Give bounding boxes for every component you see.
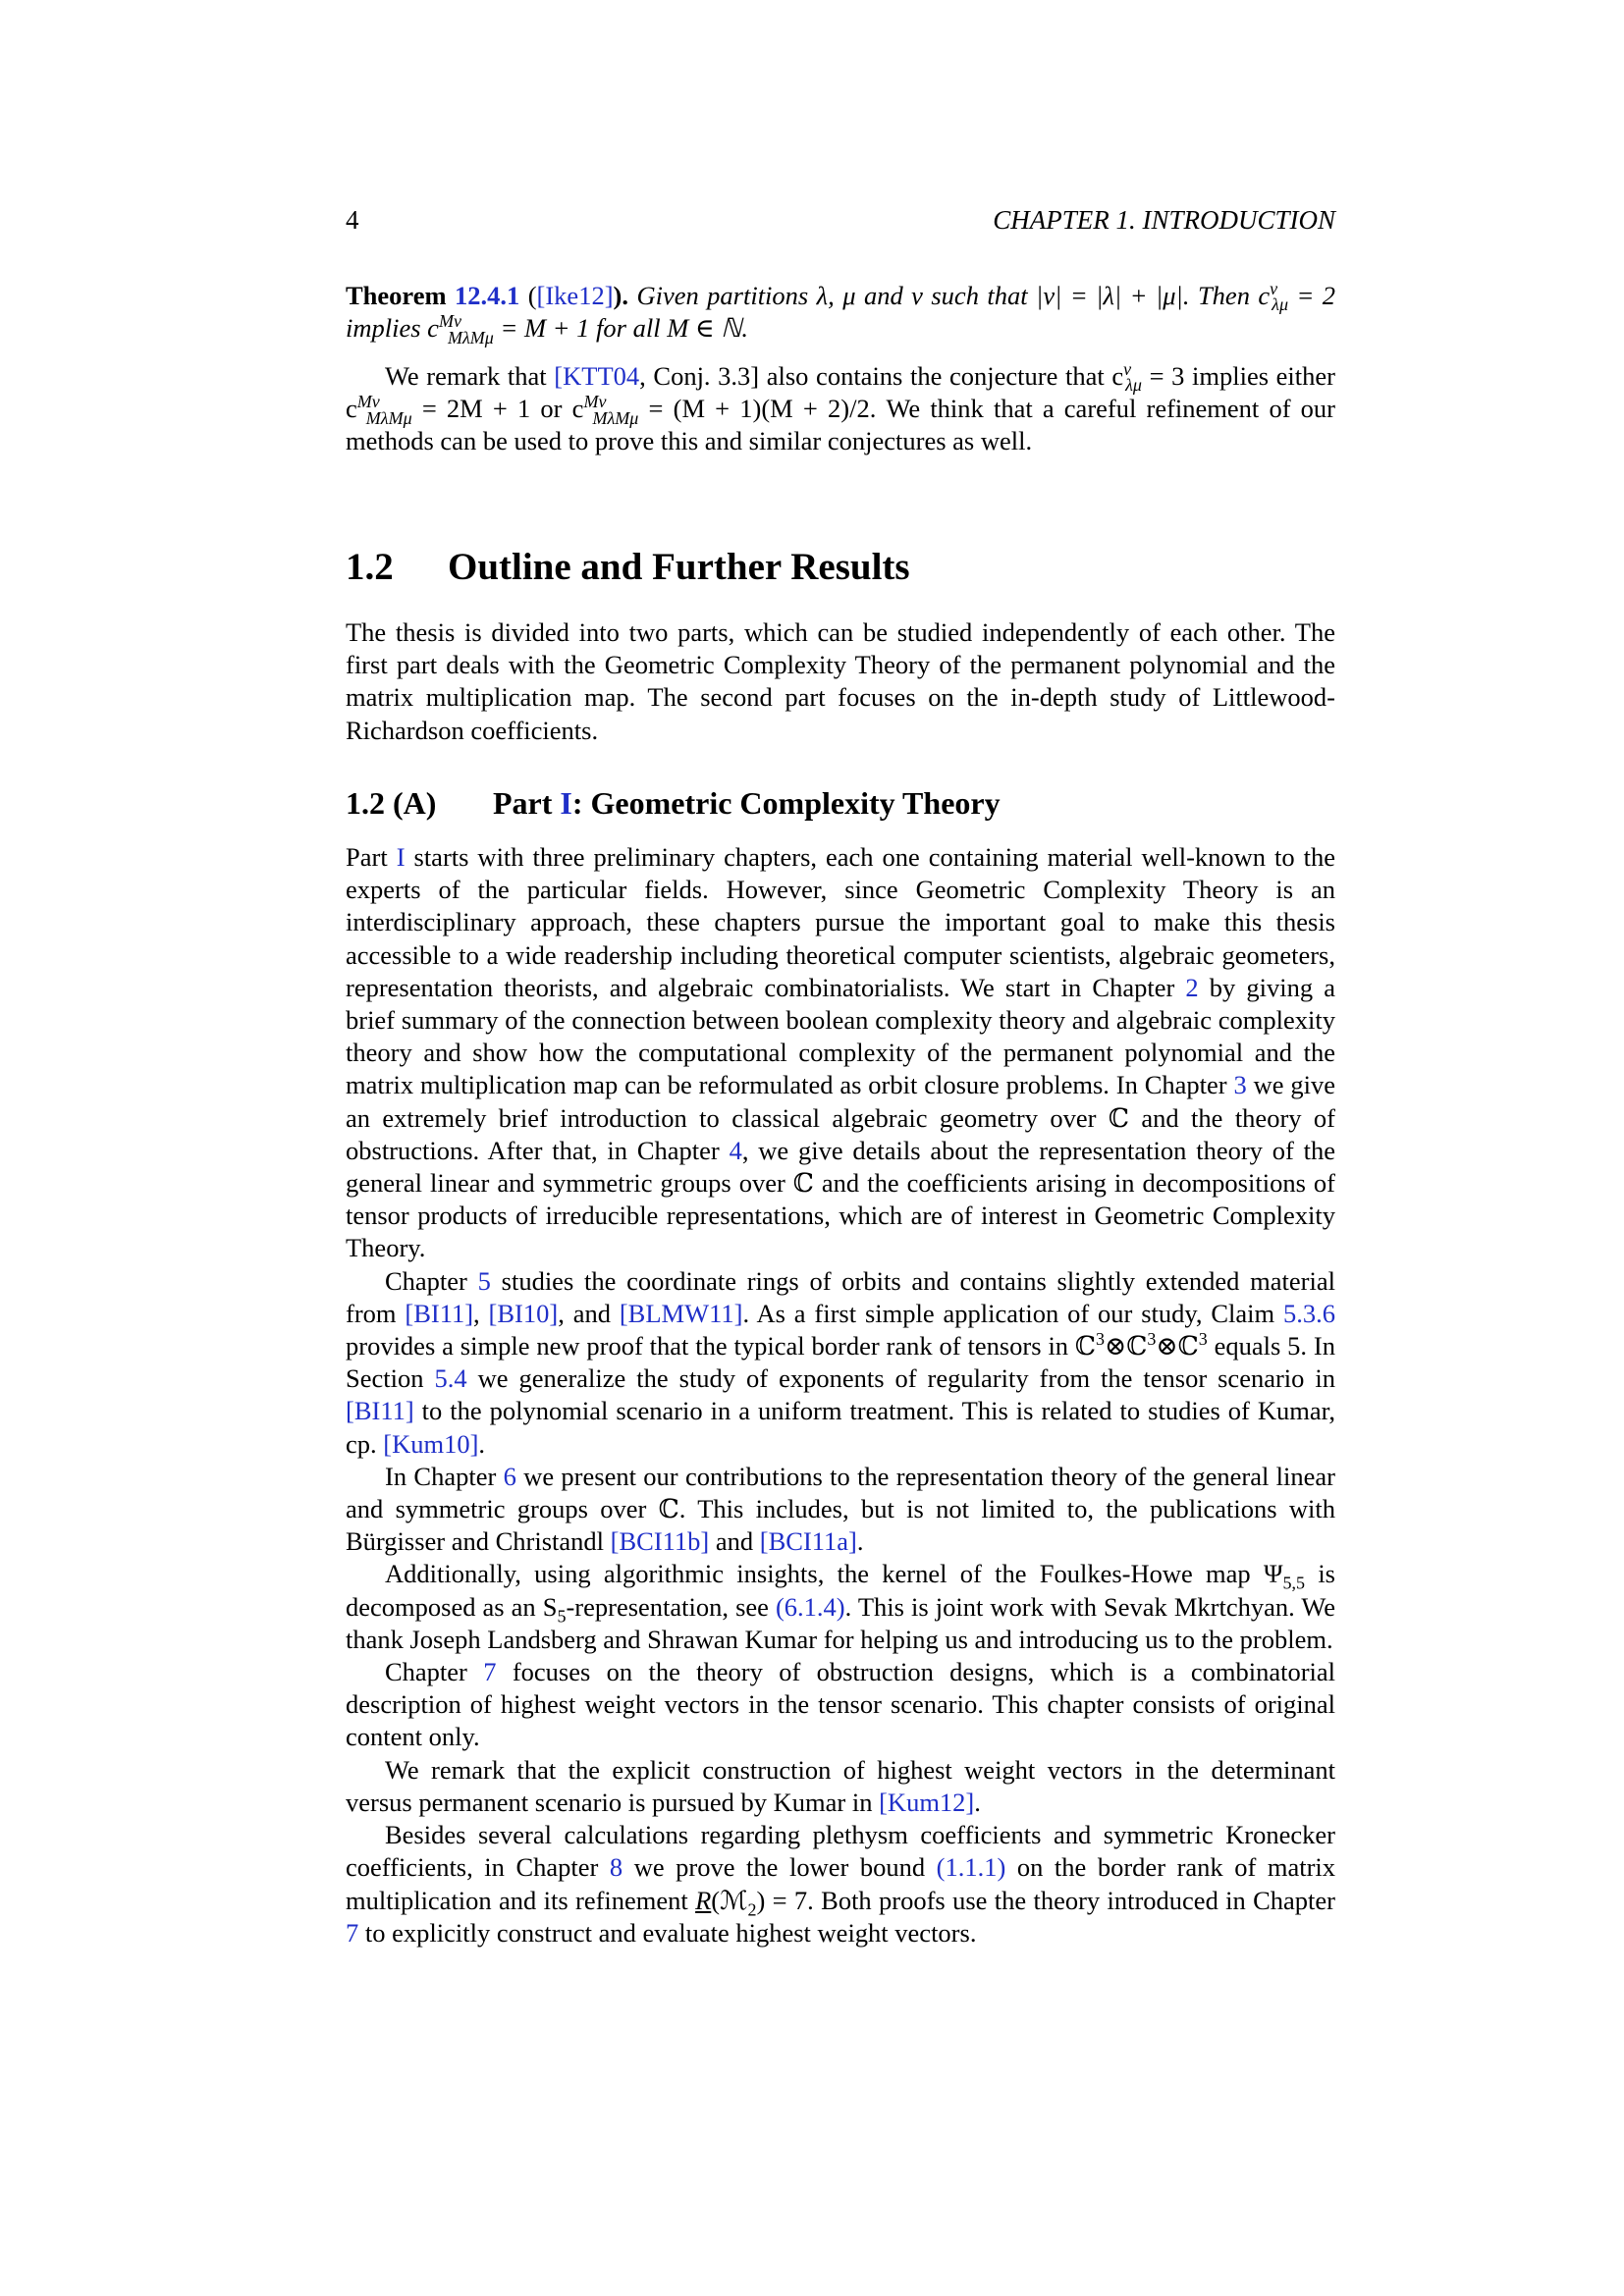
theorem-statement-a: Given partitions λ, μ and ν such that |ν| = |λ| + |μ|.	[636, 281, 1190, 310]
citation-blmw11[interactable]: [BLMW11]	[619, 1298, 743, 1328]
remark-block	[346, 360, 1335, 458]
citation-kum12[interactable]: [Kum12]	[879, 1787, 975, 1817]
theorem-statement-b: Then $c^\nu_{\lambda\mu} = 2$ implies $c^{M\nu}_{M\lambda M\mu} = M + 1$ for all M ∈ ℕ.	[346, 279, 1336, 347]
section-5-4-ref[interactable]: 5.4	[434, 1363, 467, 1394]
section-heading-block	[346, 545, 1335, 590]
section-intro: The thesis is divided into two parts, which can be studied independently of each other. The first part deals with the Geometric Complexity Theory of the permanent polynomial and the matrix multiplication map. The second part focuses on the in-depth study of Littlewood-Richardson coefficients.	[346, 617, 1335, 745]
page-number: 4	[346, 205, 359, 235]
paragraph-6: We remark that the explicit construction of highest weight vectors in the determinant versus permanent scenario is pursued by Kumar in [Kum12].	[346, 1754, 1335, 1817]
paragraph-7: Besides several calculations regarding plethysm coefficients and symmetric Kronecker coefficients, in Chapter 8 we prove the lower bound (1.1.1) on the border rank of matrix multiplication and its refinement R(ℳ$_2$) = 7. Both proofs use the theory introduced in Chapter 7 to explicitly construct and evaluate highest weight vectors.	[346, 1820, 1336, 1948]
remark-paragraph: We remark that [KTT04, Conj. 3.3] also contains the conjecture that $c^\nu_{\lambda\mu} = 3$ implies either $c^{M\nu}_{M\lambda M\mu} = 2M + 1$ or $c^{M\nu}_{M\lambda M\mu} = (M + 1)(M + 2)/2$. We think that a careful refinement of our methods can be used to prove this and similar conjectures as well.	[346, 359, 1336, 456]
section-title	[346, 545, 1335, 590]
subsection-title: 1.2 (A) Part I: Geometric Complexity Theory	[346, 785, 1001, 821]
chapter-3-ref[interactable]: 3	[1233, 1070, 1247, 1100]
theorem-block	[346, 280, 1335, 345]
paragraph-5: Chapter 7 focuses on the theory of obstruction designs, which is a combinatorial description of highest weight vectors in the tensor scenario. This chapter consists of original content only.	[346, 1657, 1336, 1752]
equation-1-1-1-ref[interactable]: (1.1.1)	[936, 1852, 1006, 1883]
citation-bi11-second[interactable]: [BI11]	[346, 1396, 414, 1426]
subsection-number: 1.2 (A)	[346, 785, 437, 821]
section-intro-block	[346, 616, 1335, 747]
section-number: 1.2	[346, 546, 394, 588]
theorem-paren-open: (	[527, 281, 537, 310]
chapter-2-ref[interactable]: 2	[1185, 972, 1199, 1002]
theorem-number-link[interactable]: 12.4.1	[455, 281, 520, 310]
citation-bi11[interactable]: [BI11]	[405, 1298, 474, 1328]
chapter-6-ref[interactable]: 6	[503, 1461, 516, 1491]
chapter-4-ref[interactable]: 4	[729, 1135, 742, 1165]
citation-bci11b[interactable]: [BCI11b]	[610, 1526, 710, 1557]
paragraph-2: Chapter 5 studies the coordinate rings of orbits and contains slightly extended material from [BI11], [BI10], and [BLMW11]. As a first simple application of our study, Claim 5.3.6 provides a simple new proof that the typical border rank of tensors in ℂ$^3$⊗ℂ$^3$⊗ℂ$^3$ equals 5. In Section 5.4 we generalize the study of exponents of regularity from the tensor scenario in [BI11] to the polynomial scenario in a uniform treatment. This is related to studies of Kumar, cp. [Kum10].	[346, 1265, 1336, 1459]
citation-ike12[interactable]: [Ike12]	[536, 281, 614, 310]
theorem-label: Theorem	[346, 281, 447, 310]
citation-ktt04[interactable]: [KTT04	[554, 361, 640, 391]
chapter-8-ref[interactable]: 8	[609, 1852, 623, 1883]
paragraph-1: Part I starts with three preliminary chapters, each one containing material well-known to the experts of the particular fields. However, since Geometric Complexity Theory is an interdisciplinary approach, these chapters pursue the important goal to make this thesis accessible to a wide readership including theoretical computer scientists, algebraic geometers, representation theorists, and algebraic combinatorialists. We start in Chapter 2 by giving a brief summary of the connection between boolean complexity theory and algebraic complexity theory and show how the computational complexity of the permanent polynomial and the matrix multiplication map can be reformulated as orbit closure problems. In Chapter 3 we give an extremely brief introduction to classical algebraic geometry over ℂ and the theory of obstructions. After that, in Chapter 4, we give details about the representation theory of the general linear and symmetric groups over ℂ and the coefficients arising in decompositions of tensor products of irreducible representations, which are of interest in Geometric Complexity Theory.	[346, 842, 1336, 1263]
theorem-text	[346, 280, 1335, 345]
chapter-5-ref[interactable]: 5	[477, 1265, 491, 1296]
claim-5-3-6-ref[interactable]: 5.3.6	[1283, 1298, 1336, 1328]
paragraph-4: Additionally, using algorithmic insights, the kernel of the Foulkes-Howe map $\Psi_{5,5}$ is decomposed as an $S_5$-representation, see (6.1.4). This is joint work with Sevak Mkrtchyan. We thank Joseph Landsberg and Shrawan Kumar for helping us and introducing us to the problem.	[346, 1559, 1335, 1654]
chapter-7-ref-second[interactable]: 7	[346, 1917, 359, 1948]
chapter-7-ref[interactable]: 7	[483, 1657, 497, 1687]
citation-bi10[interactable]: [BI10]	[488, 1298, 559, 1328]
body-block	[346, 841, 1335, 1949]
citation-bci11a[interactable]: [BCI11a]	[759, 1526, 857, 1557]
paragraph-3: In Chapter 6 we present our contributions to the representation theory of the general linear and symmetric groups over ℂ. This includes, but is not limited to, the publications with Bürgisser and Christandl [BCI11b] and [BCI11a].	[346, 1461, 1335, 1557]
citation-kum10[interactable]: [Kum10]	[383, 1428, 479, 1459]
part-i-link[interactable]: I	[560, 785, 572, 821]
section-title-text: Outline and Further Results	[448, 546, 910, 588]
part-i-ref[interactable]: I	[396, 842, 406, 872]
running-title: CHAPTER 1. INTRODUCTION	[993, 205, 1335, 235]
subsection-heading-block	[346, 783, 1335, 823]
equation-6-1-4-ref[interactable]: (6.1.4)	[775, 1591, 845, 1622]
theorem-paren-close: ).	[613, 281, 628, 310]
